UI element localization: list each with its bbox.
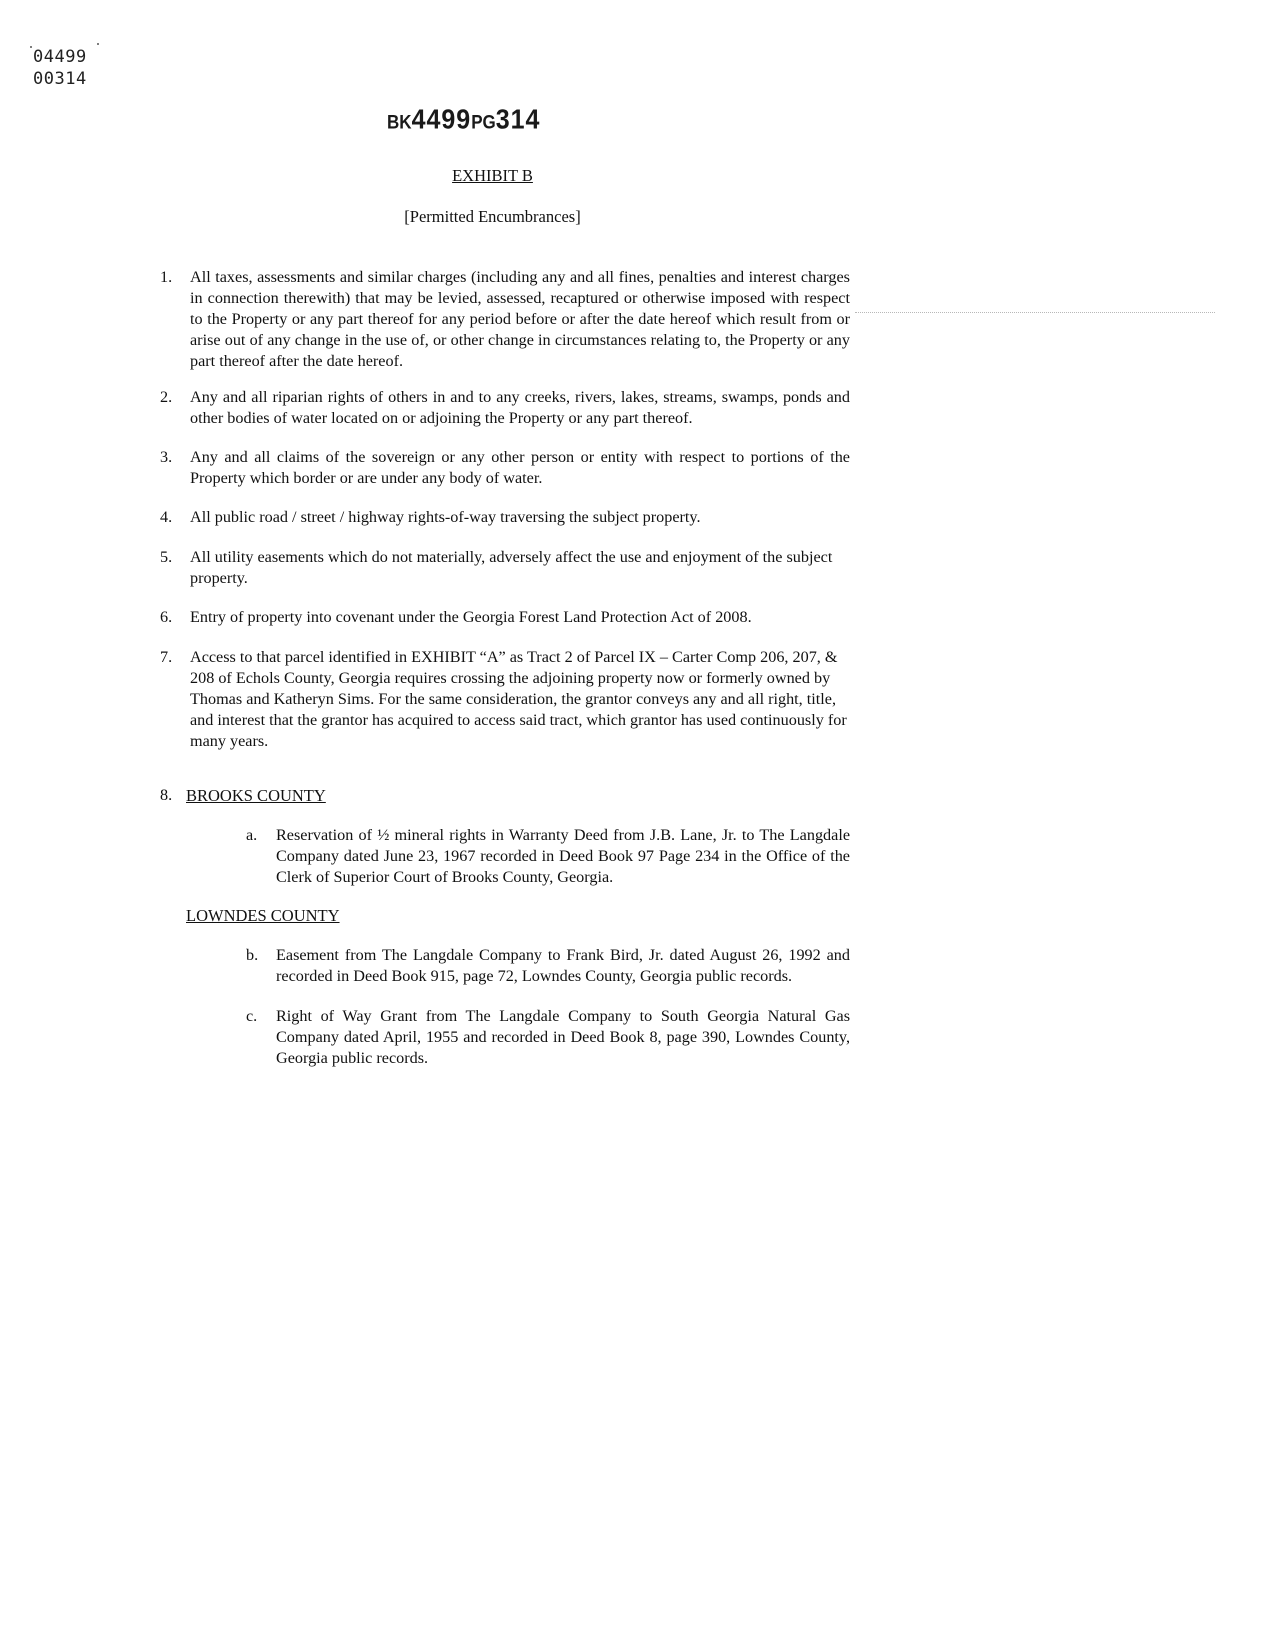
item-text: Entry of property into covenant under the Georgia Forest Land Protection Act of 2008. <box>190 608 752 626</box>
item-text: Any and all riparian rights of others in and to any creeks, rivers, lakes, streams, swamps, ponds and other bodies of water located on or adjoining the Property or any part thereof. <box>190 388 850 427</box>
item-text: All taxes, assessments and similar charges (including any and all fines, penalties and interest charges in connection therewith) that may be levied, assessed, recaptured or otherwise imposed with respect to the Property or any part thereof for any period before or after the date hereof which result from or arise out of any change in the use of, or other change in circumstances relating to, the Property or any part thereof after the date hereof. <box>190 268 850 370</box>
item-text: All public road / street / highway rights-of-way traversing the subject property. <box>190 508 701 526</box>
exhibit-subtitle: [Permitted Encumbrances] <box>404 207 581 226</box>
page-number: 314 <box>495 104 541 136</box>
item-text: Any and all claims of the sovereign or any other person or entity with respect to portions of the Property which border or are under any body of water. <box>190 448 850 487</box>
sub-item-text: Easement from The Langdale Company to Frank Bird, Jr. dated August 26, 1992 and recorded in Deed Book 915, page 72, Lowndes County, Georgia public records. <box>276 946 850 985</box>
sub-item-text: Reservation of ½ mineral rights in Warranty Deed from J.B. Lane, Jr. to The Langdale Company dated June 23, 1967 recorded in Deed Book 97 Page 234 in the Office of the Clerk of Superior Court of Brooks County, Georgia. <box>276 826 850 886</box>
stamp-book-number: 04499 <box>33 47 87 67</box>
item-number: 4. <box>160 508 173 526</box>
brooks-county-heading: BROOKS COUNTY <box>186 786 326 805</box>
book-prefix: BK <box>387 111 412 134</box>
item-text: All utility easements which do not materially, adversely affect the use and enjoyment of the subject property. <box>190 548 833 587</box>
scan-speck <box>30 46 32 48</box>
item-number: 3. <box>160 448 173 466</box>
sub-item-letter: c. <box>246 1007 258 1025</box>
recording-stamp <box>33 46 87 90</box>
scan-speck <box>97 43 99 45</box>
exhibit-title: EXHIBIT B <box>452 166 533 185</box>
page-prefix: PG <box>471 111 496 134</box>
item-number: 8. <box>160 786 173 804</box>
item-text: Access to that parcel identified in EXHIBIT “A” as Tract 2 of Parcel IX – Carter Comp 206, 207, & 208 of Echols County, Georgia requires crossing the adjoining property now or formerly owned by Thomas and Katheryn Sims. For the same consideration, the grantor conveys any and all right, title, and interest that the grantor has acquired to access said tract, which grantor has used continuously for many years. <box>190 648 847 750</box>
sub-item-letter: a. <box>246 826 258 844</box>
sub-item-letter: b. <box>246 946 259 964</box>
item-number: 6. <box>160 608 173 626</box>
book-number: 4499 <box>411 104 472 136</box>
item-number: 5. <box>160 548 173 566</box>
book-page-stamp <box>387 104 540 136</box>
item-number: 2. <box>160 388 173 406</box>
stamp-page-number: 00314 <box>33 69 87 89</box>
item-number: 1. <box>160 268 173 286</box>
item-number: 7. <box>160 648 173 666</box>
scan-artifact-line <box>855 312 1215 313</box>
sub-item-text: Right of Way Grant from The Langdale Company to South Georgia Natural Gas Company dated April, 1955 and recorded in Deed Book 8, page 390, Lowndes County, Georgia public records. <box>276 1007 850 1067</box>
lowndes-county-heading: LOWNDES COUNTY <box>186 906 340 925</box>
